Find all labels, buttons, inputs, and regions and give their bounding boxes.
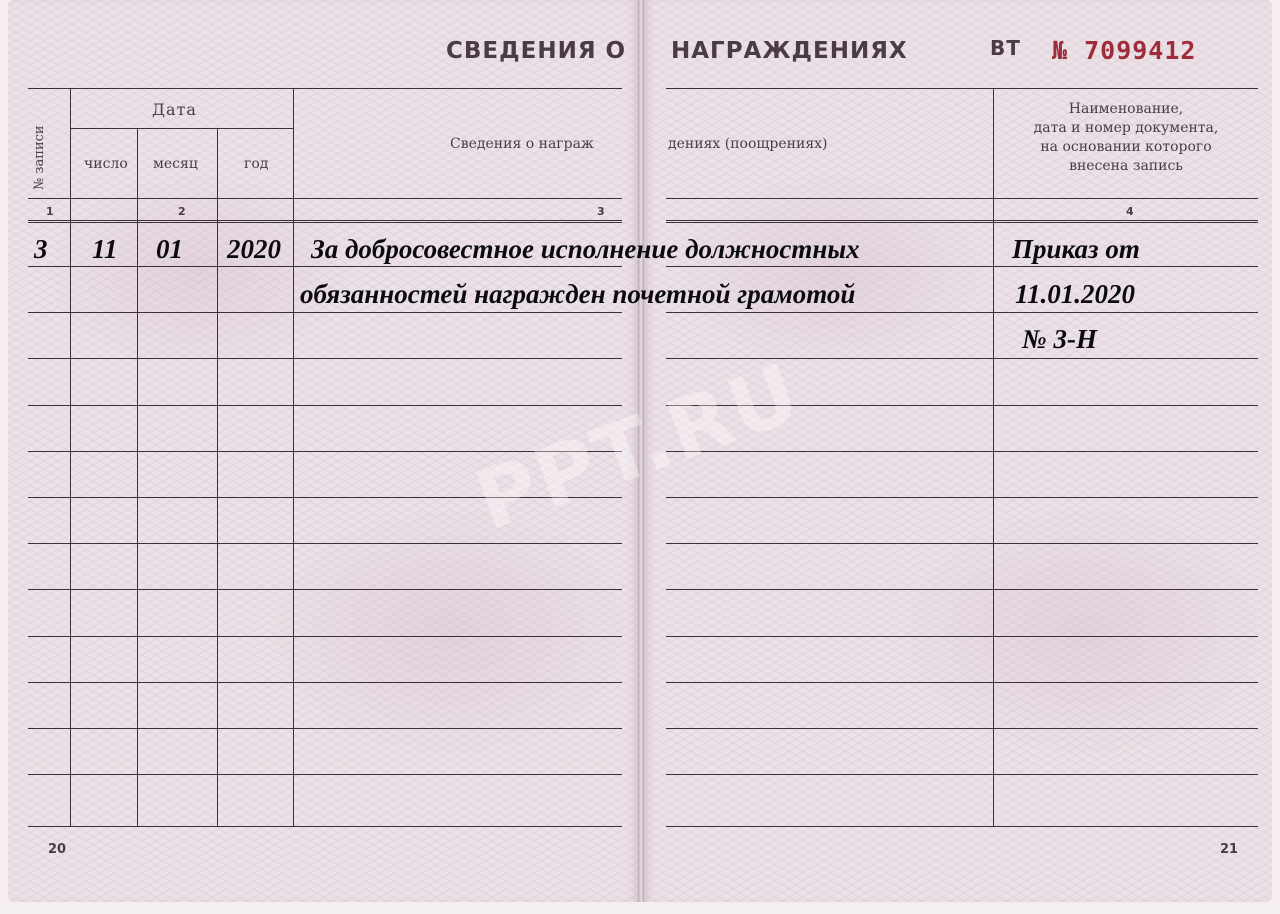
col-index-4: 4	[1126, 205, 1134, 218]
col-header-info-left: Сведения о награж	[450, 136, 594, 152]
col-divider-doc	[993, 88, 994, 826]
record-text-line2: обязанностей награжден почетной грамотой	[300, 279, 856, 309]
table-bottom-border-left	[28, 826, 622, 827]
col-header-info-right: дениях (поощрениях)	[668, 136, 828, 152]
ruled-line	[666, 728, 1258, 729]
col-header-num: № записи	[32, 125, 47, 190]
index-row-line	[28, 220, 622, 221]
ruled-line	[666, 312, 1258, 313]
col-index-3: 3	[597, 205, 605, 218]
table-top-border-right	[666, 88, 1258, 89]
col-header-document: Наименование, дата и номер документа, на основании которого внесена запись	[1033, 101, 1219, 174]
record-number: 3	[34, 234, 48, 264]
index-row-line-right	[666, 220, 1258, 221]
ruled-line	[28, 682, 622, 683]
ruled-line	[666, 774, 1258, 775]
document-number: № 7099412	[1052, 36, 1197, 65]
col-divider-num	[70, 88, 71, 826]
record-month: 01	[156, 234, 183, 264]
ruled-line	[28, 543, 622, 544]
table-top-border	[28, 88, 622, 89]
record-doc-line2: 11.01.2020	[1015, 279, 1136, 309]
ruled-line	[28, 589, 622, 590]
title-right: НАГРАЖДЕНИЯХ	[671, 38, 908, 64]
ruled-line	[666, 636, 1258, 637]
record-doc-line3: № 3-Н	[1022, 324, 1097, 354]
index-row-line-right-double	[666, 222, 1258, 223]
title-left: СВЕДЕНИЯ О	[446, 38, 627, 64]
ruled-line	[28, 405, 622, 406]
col-divider-day	[137, 128, 138, 826]
index-row-line-double	[28, 222, 622, 223]
col-index-2: 2	[178, 205, 186, 218]
record-year: 2020	[227, 234, 281, 264]
ruled-line	[28, 728, 622, 729]
document-series: ВТ	[990, 36, 1021, 60]
ruled-line	[666, 543, 1258, 544]
page-number-left: 20	[48, 842, 67, 857]
ruled-line	[28, 358, 622, 359]
ruled-line	[28, 312, 622, 313]
col-header-year: год	[244, 156, 269, 172]
col-header-day: число	[84, 156, 128, 172]
record-doc-line1: Приказ от	[1012, 234, 1140, 264]
ruled-line	[666, 497, 1258, 498]
table-bottom-border-right	[666, 826, 1258, 827]
page-number-right: 21	[1220, 842, 1239, 857]
date-subheader-line	[70, 128, 294, 129]
header-bottom-line	[28, 198, 622, 199]
col-header-date: Дата	[152, 100, 197, 119]
ruled-line	[666, 682, 1258, 683]
header-bottom-line-right	[666, 198, 1258, 199]
col-index-1: 1	[46, 205, 54, 218]
ruled-line	[28, 774, 622, 775]
ruled-line	[28, 636, 622, 637]
ruled-line	[666, 589, 1258, 590]
record-text-line1: За добросовестное исполнение должностных	[311, 234, 860, 264]
col-divider-year	[293, 88, 294, 826]
watermark: PPT.RU	[463, 345, 813, 550]
ruled-line	[28, 266, 622, 267]
col-divider-month	[217, 128, 218, 826]
ruled-line	[666, 266, 1258, 267]
col-header-month: месяц	[153, 156, 198, 172]
record-day: 11	[92, 234, 118, 264]
